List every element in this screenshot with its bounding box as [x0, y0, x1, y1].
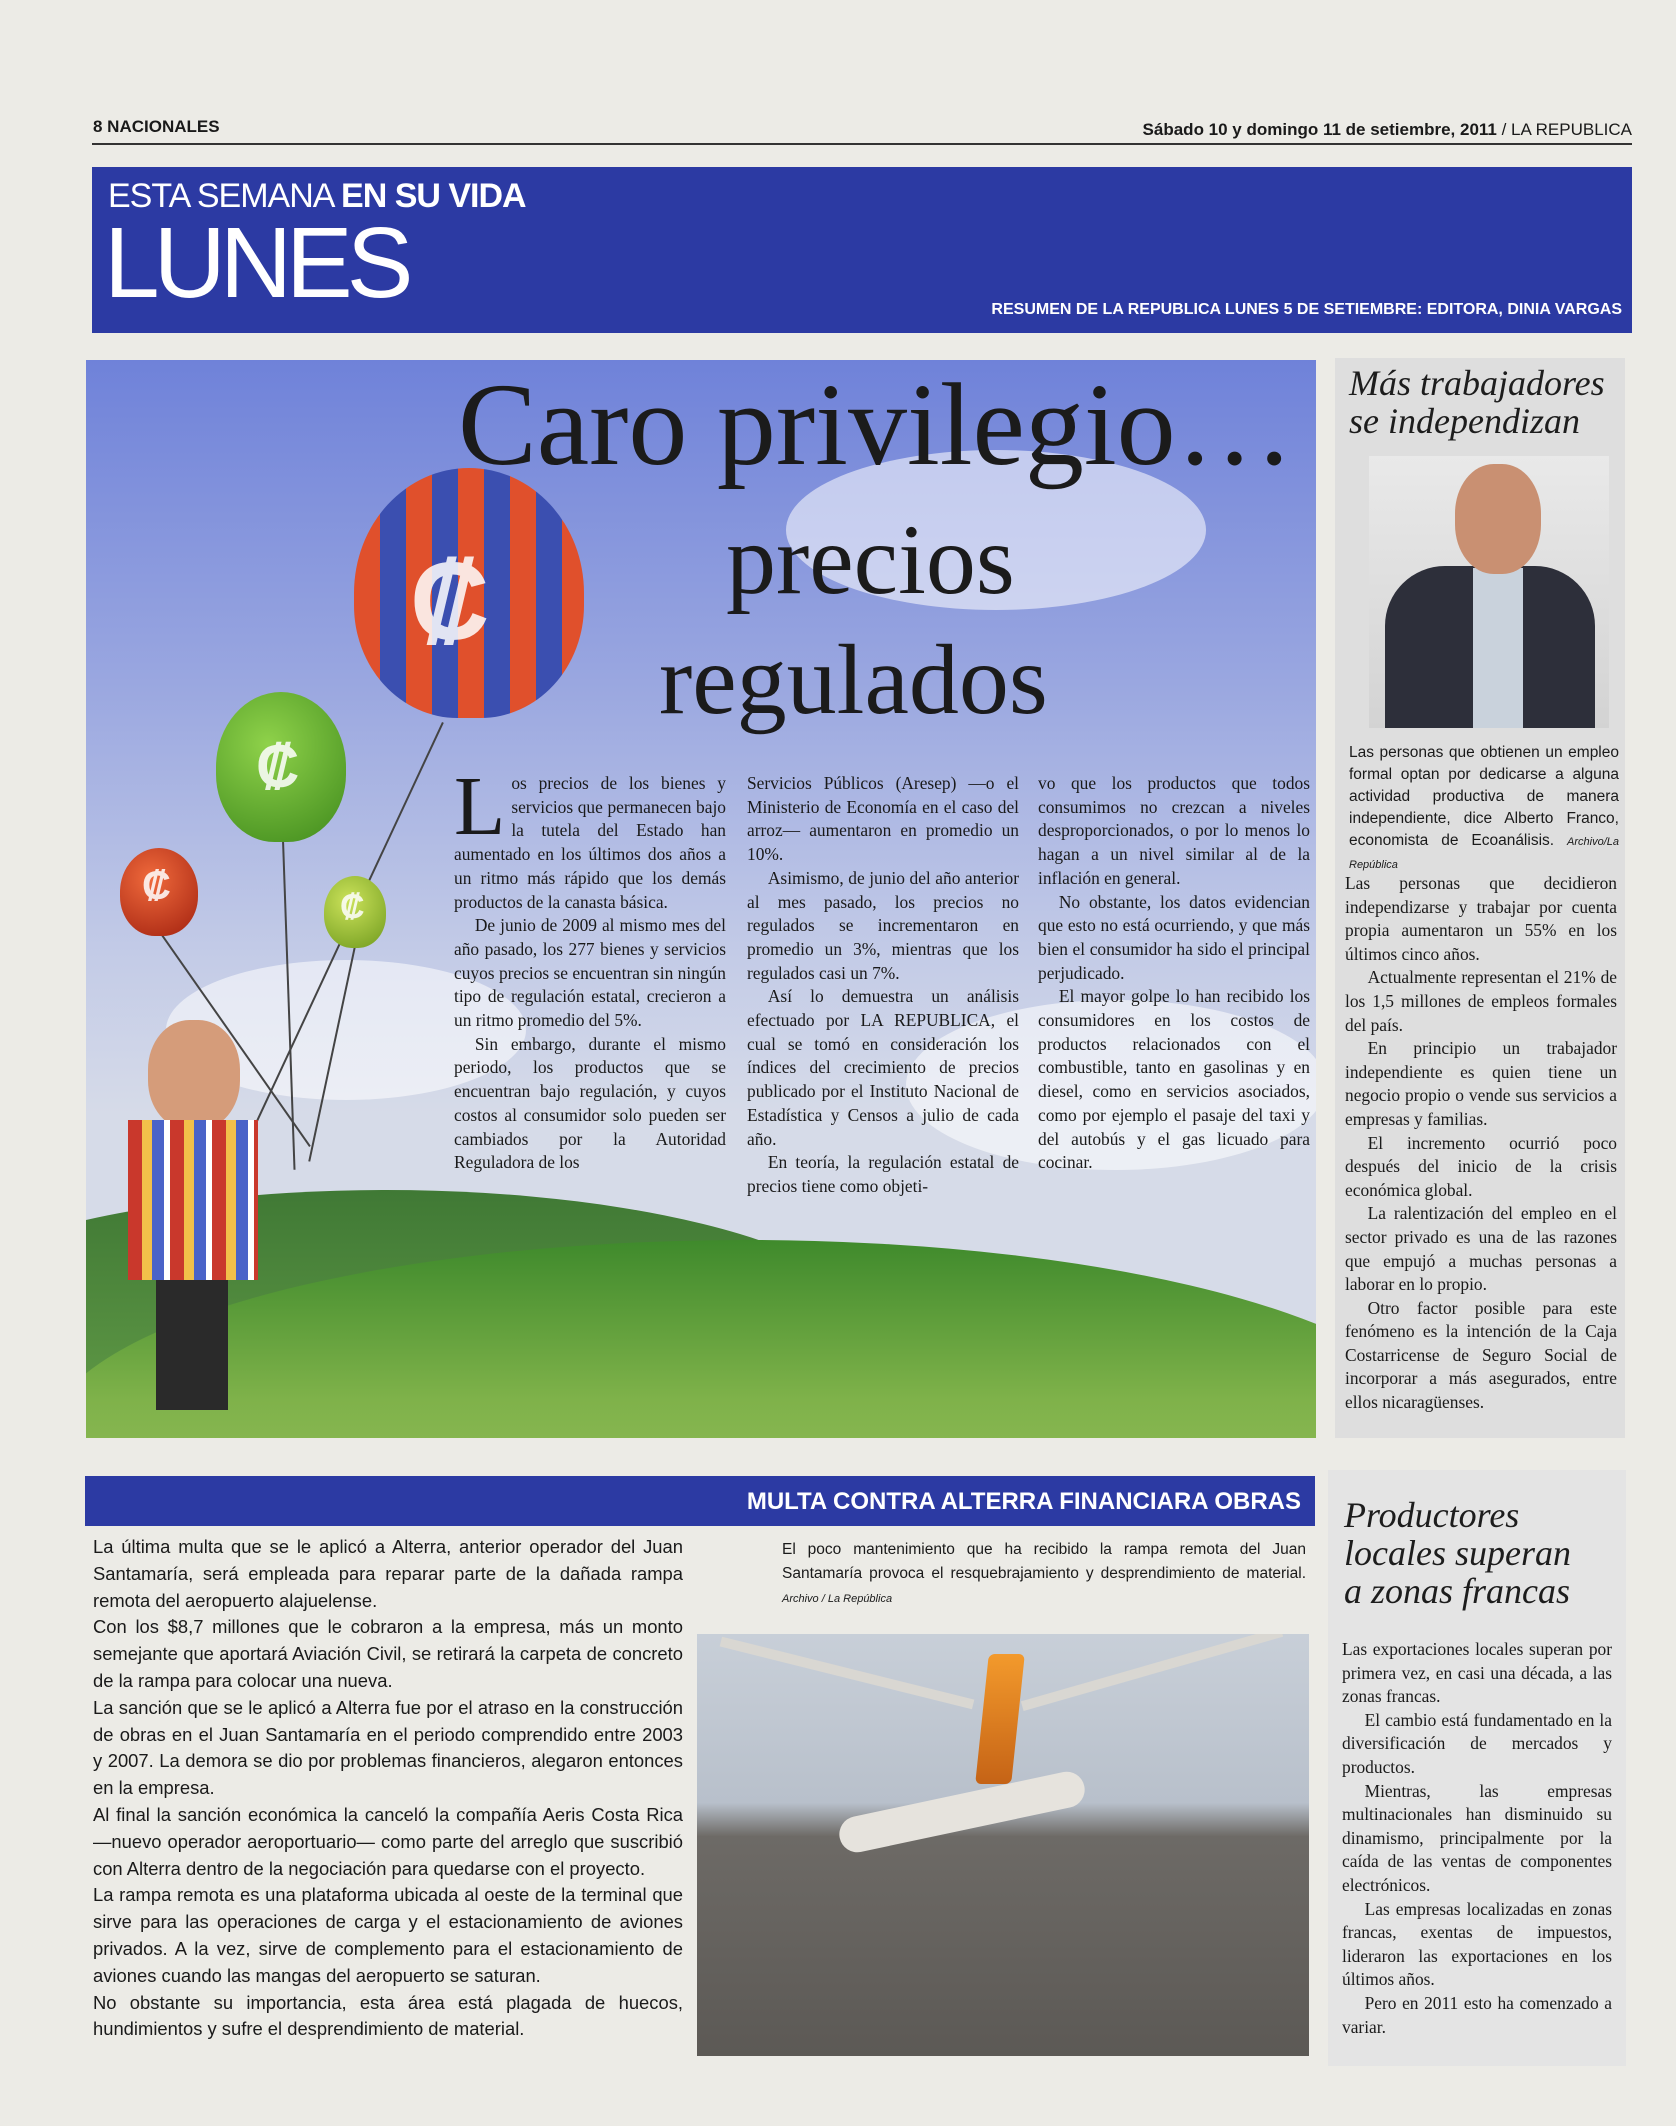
- paragraph: En principio un trabajador independiente es quien tiene un negocio propio o vende sus servicios a empresas y familias.: [1345, 1038, 1617, 1129]
- paragraph: Otro factor posible para este fenómeno es la intención de la Caja Costarricense de Seguro Social de incorporar a más asegurados, entre ellos nicaragüenses.: [1345, 1297, 1617, 1413]
- section-title-bar: [85, 1476, 1315, 1526]
- photo-caption: [1349, 742, 1619, 876]
- banner-credit: RESUMEN DE LA REPUBLICA LUNES 5 DE SETIEMBRE: EDITORA, DINIA VARGAS: [991, 301, 1622, 318]
- weekly-banner: [92, 167, 1632, 333]
- balloon-icon: [324, 876, 386, 948]
- paragraph: Las empresas localizadas en zonas francas, exentas de impuestos, lideraron las exportaciones en los últimos años.: [1342, 1898, 1612, 1990]
- paragraph: Servicios Públicos (Aresep) —o el Ministerio de Economía en el caso del arroz— aumentaron en promedio un 10%.: [747, 773, 1019, 865]
- balloon-icon: [354, 468, 584, 718]
- sidebar-headline-line-1: Más trabajadores: [1349, 363, 1605, 403]
- sidebar-body: [1345, 872, 1617, 1415]
- paragraph: La última multa que se le aplicó a Alterra, anterior operador del Juan Santamaría, será empleada para reparar parte de la dañada rampa remota del aeropuerto alajuelense.: [93, 1536, 683, 1611]
- paragraph: De junio de 2009 al mismo mes del año pasado, los 277 bienes y servicios cuyos precios se encuentran sin ningún tipo de regulación estatal, crecieron a un ritmo promedio del 5%.: [454, 915, 726, 1031]
- balloon-icon: [120, 848, 198, 936]
- illustration-legs: [156, 1280, 228, 1410]
- paragraph: En teoría, la regulación estatal de precios tiene como objeti-: [747, 1152, 1019, 1196]
- photo-credit: Archivo/La República: [1349, 836, 1619, 871]
- photo-wing-left: [720, 1637, 975, 1710]
- paragraph: Mientras, las empresas multinacionales han disminuido su dinamismo, principalmente por la caída de las ventas de componentes electrónicos.: [1342, 1780, 1612, 1895]
- alterra-article-body: [93, 1534, 683, 2043]
- balloon-icon: [216, 692, 346, 842]
- issue-date: Sábado 10 y domingo 11 de setiembre, 2011: [1142, 120, 1497, 139]
- feature-column-2: [747, 772, 1019, 1199]
- paragraph: vo que los productos que todos consumimos no crezcan a niveles desproporcionados, o por lo menos lo hagan a un nivel similar al de la inflación en general.: [1038, 773, 1310, 888]
- paragraph: La rampa remota es una plataforma ubicada al oeste de la terminal que sirve para las operaciones de carga y el estacionamiento de aviones privados. A la vez, sirve de complemento para el estacionamiento de aviones cuando las mangas del aeropuerto se saturan.: [93, 1884, 683, 1986]
- colon-currency-icon: ₡: [340, 888, 365, 926]
- headline-line-3: regulados: [659, 624, 1048, 735]
- sidebar-headline-line-2: se independizan: [1349, 401, 1580, 441]
- headline-line-1: Caro privilegio…: [458, 360, 1294, 490]
- paragraph: Las exportaciones locales superan por primera vez, en casi una década, a las zonas francas.: [1342, 1639, 1612, 1707]
- sidebar-independent-workers: [1335, 358, 1625, 1438]
- paragraph: Las personas que decidieron independizarse y trabajar por cuenta propia aumentaron un 55% en los últimos cinco años.: [1345, 873, 1617, 964]
- paragraph: La ralentización del empleo en el sector privado es una de las razones que empujó a muchas personas a laborar en lo propio.: [1345, 1203, 1617, 1295]
- paragraph: El incremento ocurrió poco después del inicio de la crisis económica global.: [1345, 1132, 1617, 1200]
- headline-line-2: precios: [726, 504, 1015, 615]
- sidebar-headline-line-1: Productores: [1344, 1495, 1520, 1535]
- photo-wing-right: [1021, 1634, 1283, 1711]
- illustration-head: [148, 1020, 240, 1130]
- drop-cap: L: [454, 760, 506, 853]
- cartoon-man-illustration: [118, 1020, 268, 1420]
- economist-portrait-photo: [1369, 456, 1609, 728]
- folio-separator: /: [1496, 120, 1512, 139]
- paragraph: [454, 760, 726, 914]
- feature-story: [86, 360, 1316, 1438]
- paragraph: Pero en 2011 esto ha comenzado a variar.: [1342, 1992, 1612, 2037]
- photo-shirt: [1473, 568, 1523, 728]
- feature-column-3: [1038, 772, 1310, 1175]
- banner-kicker-light: ESTA SEMANA: [108, 177, 342, 215]
- caption-text: Las personas que obtienen un empleo formal optan por dedicarse a alguna actividad productiva de manera independiente, dice Alberto Franco, economista de Ecoanálisis.: [1349, 744, 1619, 849]
- paragraph: Con los $8,7 millones que le cobraron a la empresa, más un monto semejante que aportará Aviación Civil, se retirará la carpeta de concreto de la rampa para colocar una nueva.: [93, 1616, 683, 1691]
- paragraph: El mayor golpe lo han recibido los consumidores en los costos de productos relacionados con el combustible, tanto en gasolinas y en diesel, como en servicios asociados, como por ejemplo el pasaje del taxi y del autobús y el gas licuado para cocinar.: [1038, 986, 1310, 1173]
- photo-plane-tail: [975, 1654, 1025, 1784]
- sidebar-headline-line-3: a zonas francas: [1344, 1571, 1571, 1611]
- paragraph: Al final la sanción económica la canceló la compañía Aeris Costa Rica —nuevo operador aeroportuario— como parte del arreglo que suscribió con Alterra dentro de la negociación para quedarse con el proyecto.: [93, 1803, 683, 1879]
- sidebar-local-exporters: [1328, 1470, 1626, 2066]
- colon-currency-icon: ₡: [256, 733, 300, 800]
- paragraph: Actualmente representan el 21% de los 1,5 millones de empleos formales del país.: [1345, 967, 1617, 1035]
- paragraph: La sanción que se le aplicó a Alterra fue por el atraso en la construcción de obras en el Juan Santamaría en el periodo comprendido entre 2003 y 2007. La demora se dio por problemas financieros, alegaron entonces en la empresa.: [93, 1696, 683, 1799]
- sidebar-headline-line-2: locales superan: [1344, 1533, 1571, 1573]
- illustration-plaid-shirt: [128, 1120, 258, 1280]
- section-title: MULTA CONTRA ALTERRA FINANCIARA OBRAS: [746, 1488, 1301, 1515]
- colon-currency-icon: ₡: [410, 540, 490, 663]
- caption-text: El poco mantenimiento que ha recibido la rampa remota del Juan Santamaría provoca el resquebrajamiento y desprendimiento de material.: [782, 1541, 1306, 1582]
- page-section-label: 8 NACIONALES: [93, 117, 220, 136]
- newspaper-name: LA REPUBLICA: [1511, 120, 1632, 139]
- airport-photo-caption: [782, 1538, 1306, 1611]
- colon-currency-icon: ₡: [142, 864, 171, 908]
- page-date-line: [1143, 120, 1632, 140]
- paragraph: No obstante, los datos evidencian que esto no está ocurriendo, y que más bien el consumidor ha sido el principal perjudicado.: [1038, 891, 1310, 983]
- airport-ramp-photo: [697, 1634, 1309, 2056]
- banner-day: LUNES: [104, 207, 408, 319]
- paragraph: Sin embargo, durante el mismo periodo, los productos que se encuentran bajo regulación, y cuyos costos al consumidor solo pueden ser cambiados por la Autoridad Reguladora de los: [454, 1033, 726, 1173]
- paragraph: El cambio está fundamentado en la diversificación de mercados y productos.: [1342, 1709, 1612, 1777]
- sidebar-body: [1342, 1638, 1612, 2039]
- paragraph: Asimismo, de junio del año anterior al mes pasado, los precios no regulados se incrementaron en promedio un 3%, mientras que los regulados casi un 7%.: [747, 867, 1019, 983]
- paragraph: Así lo demuestra un análisis efectuado por LA REPUBLICA, el cual se tomó en consideración los índices del crecimiento de precios publicado por el Instituto Nacional de Estadística y Censos a julio de cada año.: [747, 986, 1019, 1149]
- banner-kicker-bold: EN SU VIDA: [341, 177, 526, 215]
- photo-credit: Archivo / La República: [782, 1593, 893, 1605]
- photo-plane-body: [836, 1768, 1088, 1855]
- paragraph: No obstante su importancia, esta área está plagada de huecos, hundimientos y sufre el desprendimiento de material.: [93, 1991, 683, 2040]
- paragraph-text: os precios de los bienes y servicios que permanecen bajo la tutela del Estado han aumentado en los últimos dos años a un ritmo más rápido que los demás productos de la canasta básica.: [454, 773, 726, 912]
- photo-face: [1455, 464, 1541, 574]
- folio-rule: [92, 143, 1632, 145]
- feature-column-1: [454, 760, 726, 1175]
